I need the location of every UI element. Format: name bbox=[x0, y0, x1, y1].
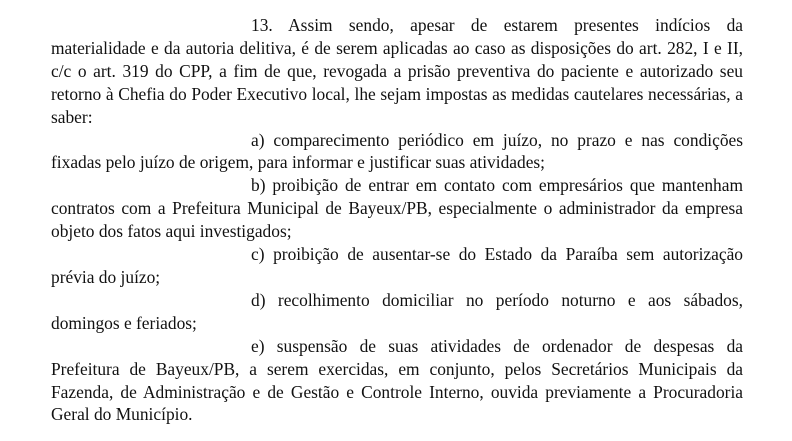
measure-item-a: a) comparecimento periódico em juízo, no prazo e nas condições fixadas pelo juízo de origem, para informar e justificar suas atividades; bbox=[51, 129, 743, 173]
measure-item-e: e) suspensão de suas atividades de ordenador de despesas da Prefeitura de Bayeux/PB, a serem exercidas, em conjunto, pelos Secretários Municipais da Fazenda, de Administração e de Gestão e Controle Interno, ouvida previamente a Procuradoria Geral do Município. bbox=[51, 335, 743, 425]
document-body bbox=[51, 14, 743, 426]
measure-item-b: b) proibição de entrar em contato com empresários que mantenham contratos com a Prefeitura Municipal de Bayeux/PB, especialmente o administrador da empresa objeto dos fatos aqui investigados; bbox=[51, 175, 743, 242]
measure-item-c: c) proibição de ausentar-se do Estado da Paraíba sem autorização prévia do juízo; bbox=[51, 244, 743, 287]
measure-item-d: d) recolhimento domiciliar no período noturno e aos sábados, domingos e feriados; bbox=[51, 289, 743, 333]
paragraph-13: 13. Assim sendo, apesar de estarem presentes indícios da materialidade e da autoria delitiva, é de serem aplicadas ao caso as disposições do art. 282, I e II, c/c o art. 319 do CPP, a fim de que, revogada a prisão preventiva do paciente e autorizado seu retorno à Chefia do Poder Executivo local, lhe sejam impostas as medidas cautelares necessárias, a saber: bbox=[51, 15, 743, 127]
